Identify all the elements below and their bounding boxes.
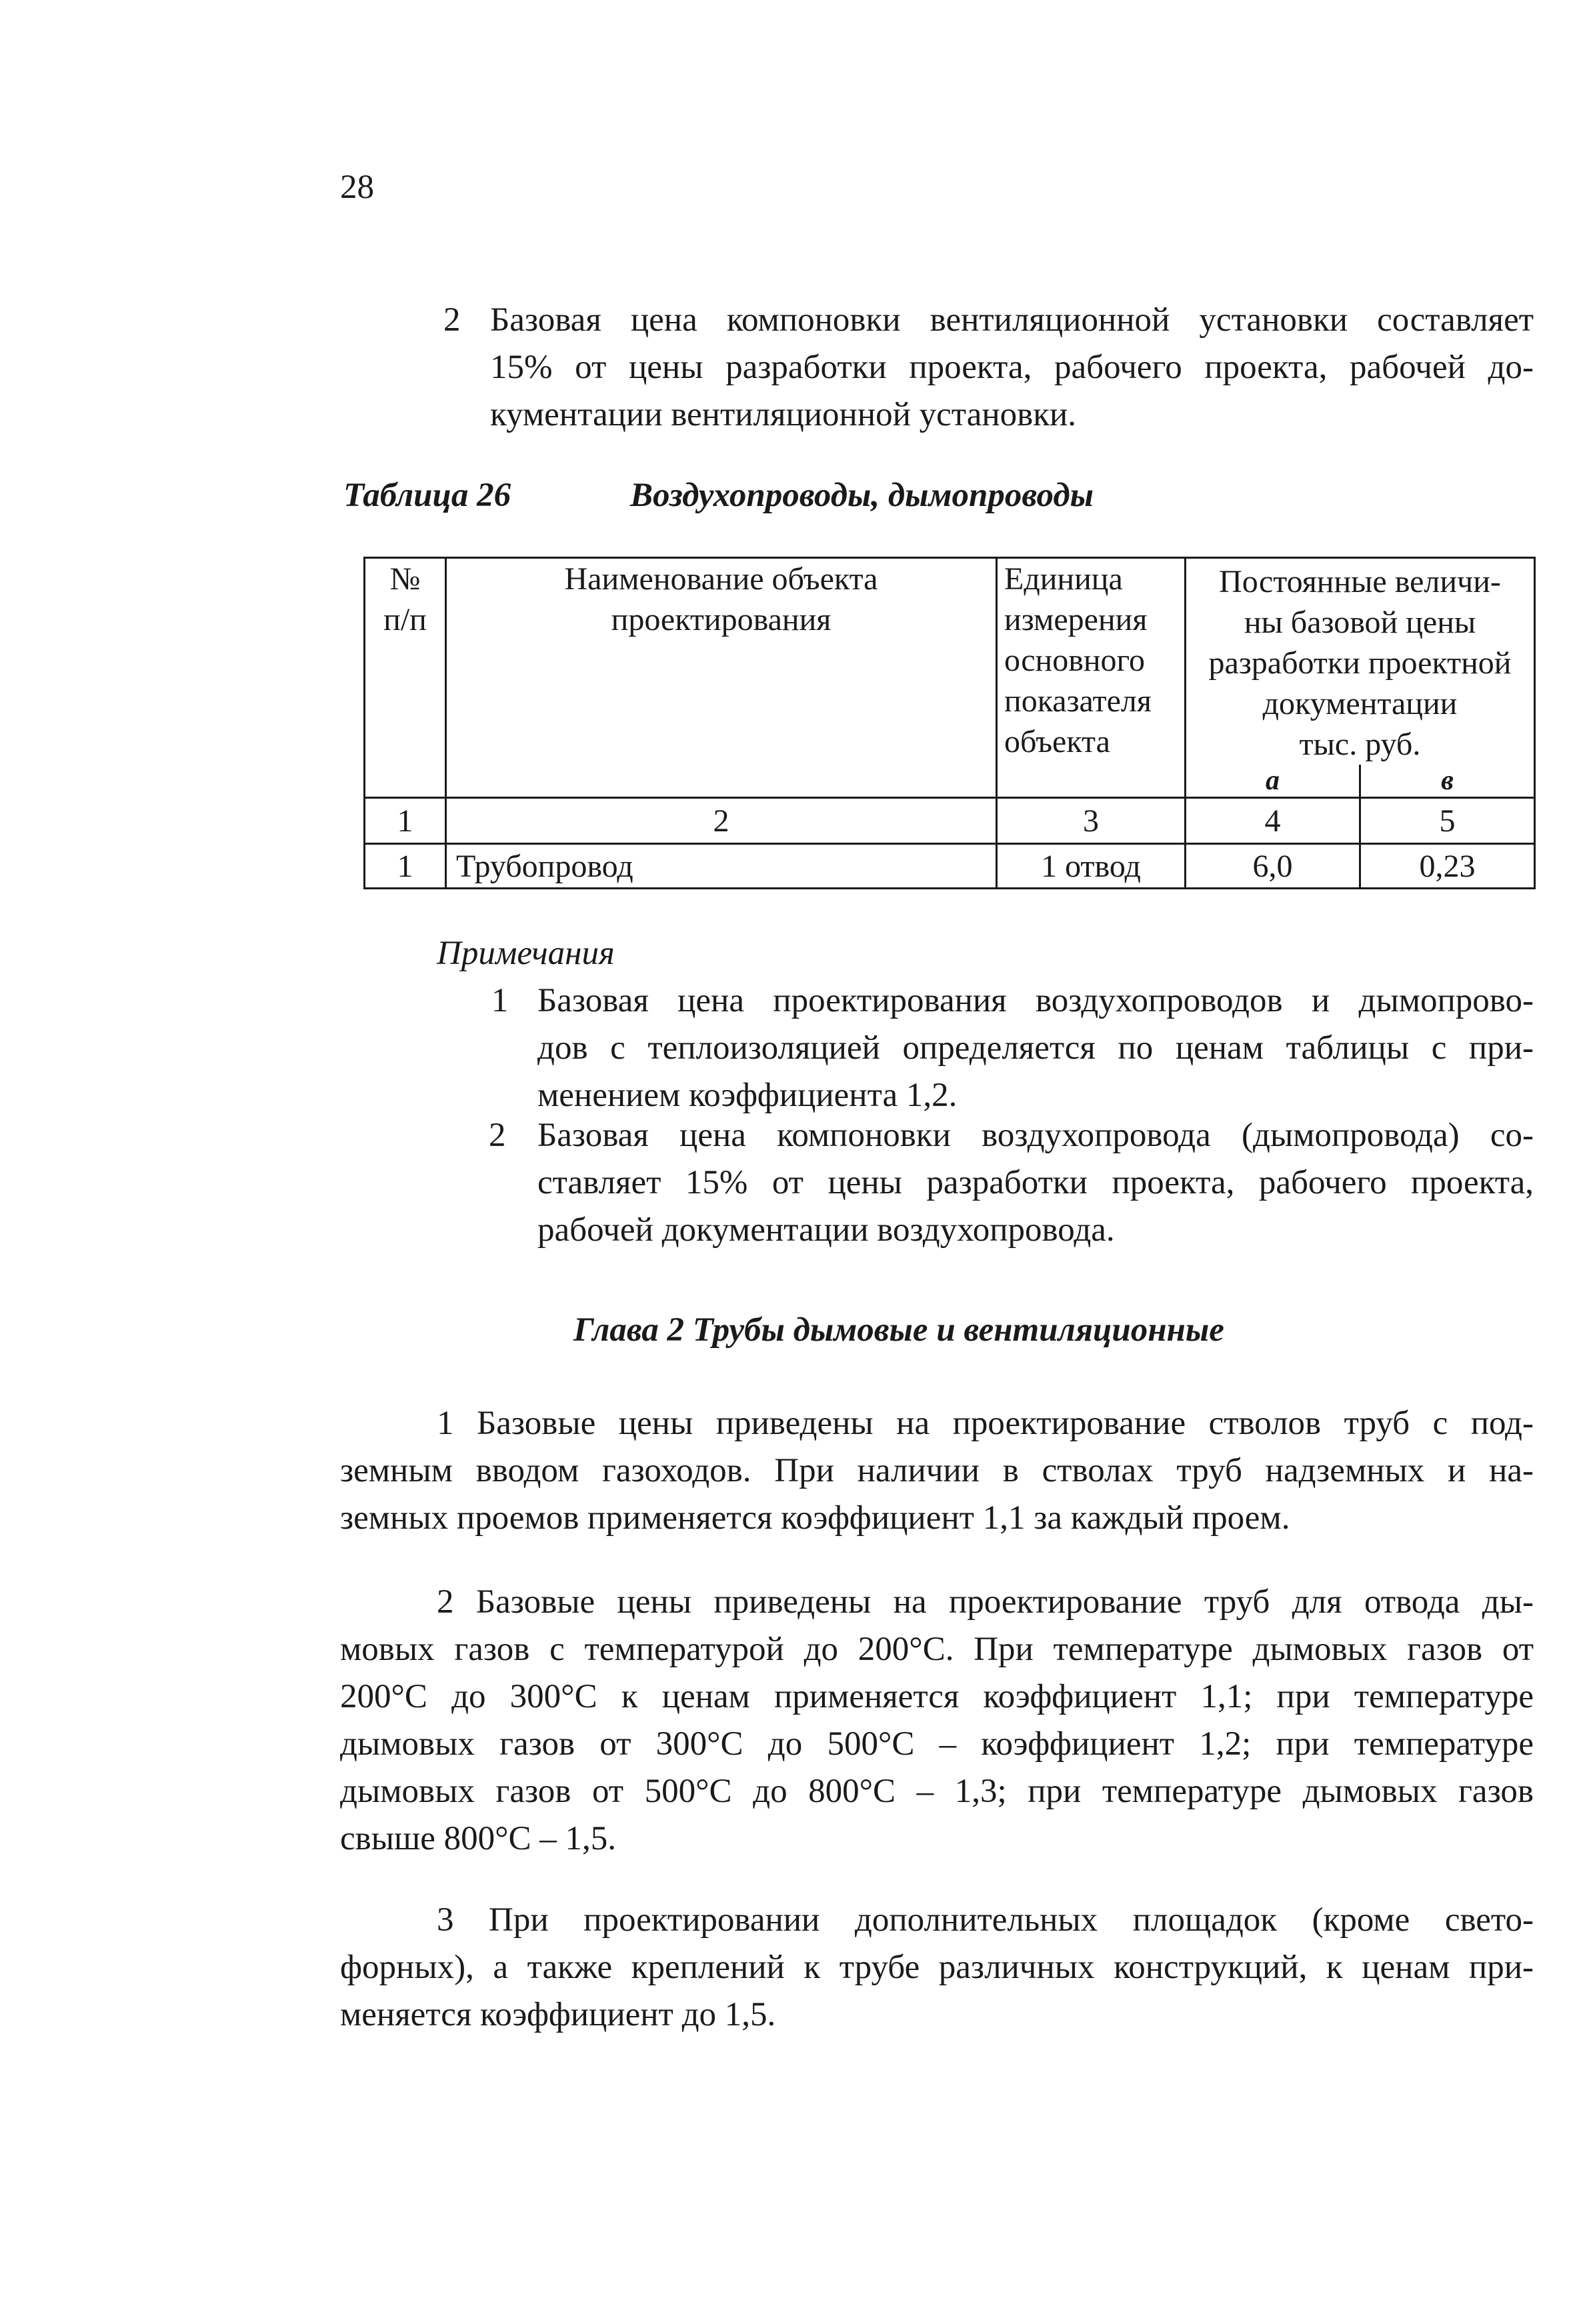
column-number-row bbox=[365, 798, 1535, 844]
column-number: 4 bbox=[1186, 798, 1360, 844]
header-cell-name bbox=[446, 558, 997, 798]
note-line: дов с теплоизоляцией определяется по ценам таблицы с при- bbox=[537, 1029, 1534, 1067]
header-text: № bbox=[389, 561, 421, 597]
intro-note bbox=[490, 297, 1534, 439]
note-number: 2 bbox=[489, 1117, 506, 1154]
page-number: 28 bbox=[340, 169, 374, 206]
header-text: п/п bbox=[383, 602, 427, 637]
table-header-row bbox=[365, 558, 1535, 765]
table-title: Воздухопроводы, дымопроводы bbox=[630, 477, 1094, 514]
paragraph-line: мовых газов с температурой до 200°С. При температуре дымовых газов от bbox=[340, 1631, 1534, 1668]
paragraph-line: дымовых газов от 300°С до 500°С – коэффициент 1,2; при температуре bbox=[340, 1725, 1534, 1763]
table-row bbox=[365, 844, 1535, 889]
note-line: Базовая цена проектирования воздухопроводов и дымопрово- bbox=[537, 982, 1534, 1019]
header-text: Единица bbox=[1004, 561, 1123, 597]
paragraph-line: меняется коэффициент до 1,5. bbox=[340, 1996, 776, 2033]
header-text: измерения bbox=[1004, 602, 1148, 637]
intro-note-line: 15% от цены разработки проекта, рабочего проекта, рабочей до- bbox=[490, 349, 1534, 386]
notes-heading: Примечания bbox=[437, 935, 615, 972]
intro-note-line: Базовая цена компоновки вентиляционной установки составляет bbox=[490, 301, 1534, 339]
column-number: 1 bbox=[365, 798, 446, 844]
header-text: ны базовой цены bbox=[1244, 605, 1476, 640]
note-line: менением коэффициента 1,2. bbox=[537, 1077, 958, 1114]
note-number: 1 bbox=[491, 982, 509, 1019]
note-line: Базовая цена компоновки воздухопровода (дымопровода) со- bbox=[537, 1117, 1534, 1154]
table-26 bbox=[363, 557, 1536, 889]
paragraph-line: 1 Базовые цены приведены на проектирование стволов труб с под- bbox=[437, 1405, 1534, 1442]
header-text: тыс. руб. bbox=[1299, 727, 1421, 762]
column-number: 2 bbox=[446, 798, 997, 844]
paragraph-line: дымовых газов от 500°С до 800°С – 1,3; при температуре дымовых газов bbox=[340, 1773, 1534, 1810]
note-item bbox=[537, 977, 1534, 1119]
intro-note-line: кументации вентиляционной установки. bbox=[490, 396, 1077, 433]
chapter-paragraph-1 bbox=[340, 1400, 1534, 1542]
header-text: документации bbox=[1262, 686, 1458, 721]
table-label: Таблица 26 bbox=[343, 477, 511, 514]
paragraph-line: форных), а также креплений к трубе различных конструкций, к ценам при- bbox=[340, 1949, 1534, 1986]
header-cell-number bbox=[365, 558, 446, 798]
note-line: ставляет 15% от цены разработки проекта, рабочего проекта, bbox=[537, 1164, 1534, 1201]
header-text: проектирования bbox=[611, 602, 832, 637]
header-text: Наименование объекта bbox=[564, 561, 878, 597]
header-text: разработки проектной bbox=[1208, 645, 1512, 681]
header-text: Постоянные величи- bbox=[1219, 564, 1501, 599]
note-line: рабочей документации воздухопровода. bbox=[537, 1211, 1115, 1249]
row-name: Трубопровод bbox=[446, 844, 997, 889]
row-number: 1 bbox=[365, 844, 446, 889]
subheader-a: а bbox=[1186, 765, 1360, 798]
row-value-a: 6,0 bbox=[1186, 844, 1360, 889]
column-number: 3 bbox=[997, 798, 1186, 844]
row-value-b: 0,23 bbox=[1360, 844, 1535, 889]
note-item bbox=[537, 1112, 1534, 1254]
header-text: основного bbox=[1004, 643, 1146, 678]
paragraph-line: 2 Базовые цены приведены на проектирование труб для отвода ды- bbox=[437, 1583, 1534, 1621]
paragraph-line: 3 При проектировании дополнительных площадок (кроме свето- bbox=[437, 1901, 1534, 1939]
paragraph-line: 200°С до 300°С к ценам применяется коэффициент 1,1; при температуре bbox=[340, 1678, 1534, 1715]
header-text: показателя bbox=[1004, 683, 1152, 719]
column-number: 5 bbox=[1360, 798, 1535, 844]
subheader-b: в bbox=[1360, 765, 1535, 798]
chapter-title: Глава 2 Трубы дымовые и вентиляционные bbox=[573, 1311, 1224, 1349]
header-cell-constants bbox=[1186, 558, 1535, 765]
paragraph-line: свыше 800°С – 1,5. bbox=[340, 1820, 617, 1857]
chapter-paragraph-2 bbox=[340, 1579, 1534, 1863]
header-cell-unit bbox=[997, 558, 1186, 798]
intro-note-number: 2 bbox=[443, 301, 461, 339]
row-unit: 1 отвод bbox=[997, 844, 1186, 889]
paragraph-line: земным вводом газоходов. При наличии в стволах труб надземных и на- bbox=[340, 1452, 1534, 1489]
paragraph-line: земных проемов применяется коэффициент 1,1 за каждый проем. bbox=[340, 1499, 1290, 1537]
header-text: объекта bbox=[1004, 724, 1110, 759]
chapter-paragraph-3 bbox=[340, 1897, 1534, 2039]
